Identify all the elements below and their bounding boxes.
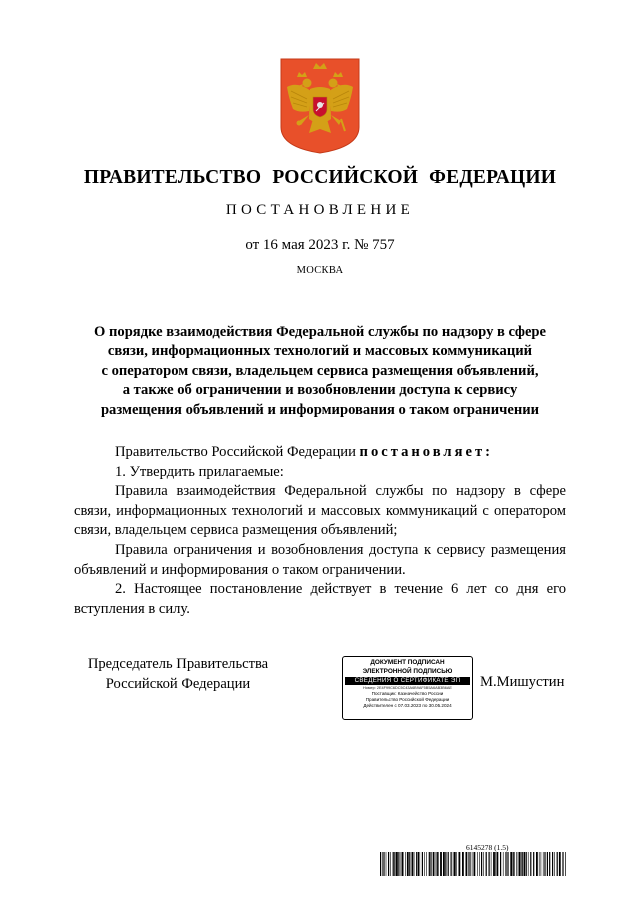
barcode-bar [468,852,469,876]
stamp-certificate-bar: СВЕДЕНИЯ О СЕРТИФИКАТЕ ЭП [345,677,470,685]
barcode-bar [420,852,421,876]
barcode-bar [477,852,478,876]
barcode-bar [448,852,449,876]
barcode-bar [500,852,501,876]
barcode-bar [396,852,398,876]
body-paragraph [74,443,566,463]
barcode-bar [402,852,404,876]
barcode-bar [409,852,410,876]
barcode-bar [380,852,381,876]
body-paragraph: 2. Настоящее постановление действует в течение 6 лет со дня его вступления в силу. [74,581,566,617]
barcode-bar [405,852,406,876]
barcode-bar [426,852,427,876]
body-paragraph: Правила взаимодействия Федеральной службы по надзору в сфере связи, информационных технологий и массовых коммуникаций с оператором связи, владельцем сервиса размещения объявлений; [74,483,566,539]
barcode-bar [382,852,383,876]
barcode-bar [559,852,561,876]
barcode-bar [466,852,468,876]
barcode-bar [462,852,464,876]
barcode-bar [483,852,484,876]
barcode-bar [547,852,548,876]
body-paragraph: Правила ограничения и возобновления доступа к сервису размещения объявлений и информирования о таком ограничении. [74,541,566,578]
barcode-bar [472,852,473,876]
barcode-bar [536,852,538,876]
document-city: МОСКВА [296,265,344,276]
barcode-bar [422,852,423,876]
barcode-bar [521,852,522,876]
barcode-bar [491,852,492,876]
barcode-bar [562,852,563,876]
barcode-number: 6145278 (1.5) [466,843,509,852]
heading-line: а также об ограничении и возобновлении доступа к сервису [122,382,518,399]
barcode-bar [443,852,445,876]
barcode-bar [383,852,384,876]
barcode-bar [445,852,446,876]
heading-line: с оператором связи, владельцем сервиса размещения объявлений, [101,362,539,379]
signer-position-line: Председатель Правительства [87,656,269,672]
signer-position-line: Российской Федерации [105,675,251,692]
barcode-bar [412,852,414,876]
barcode-bar [489,852,490,876]
barcode-bar [513,852,514,876]
barcode-bar [557,852,558,876]
barcode-bar [530,852,531,876]
stamp-supplier: Поставщик: Казначейство России [371,690,444,696]
barcode-bar [481,852,482,876]
barcode-bar [438,852,439,876]
barcode-bar [514,852,515,876]
barcode-bar [388,852,389,876]
barcode-bar [549,852,550,876]
barcode-bar [394,852,395,876]
barcode-bar [390,852,391,876]
barcode-bar [459,852,461,876]
barcode-bar [505,852,506,876]
barcode-bar [398,852,399,876]
barcode-bar [418,852,419,876]
barcode-bar [424,852,425,876]
barcode-bar [510,852,512,876]
barcode-bar [453,852,454,876]
barcode-bar [430,852,431,876]
barcode-bar [493,852,495,876]
barcode-bar [552,852,553,876]
barcode-bar [416,852,417,876]
barcode-bar [533,852,534,876]
barcode-bar [545,852,546,876]
barcode-bar [522,852,523,876]
barcode-bar [506,852,507,876]
stamp-certificate-number: Номер: 2E4F99C6DC5C43A6B9AF5B5A6AB3B6AE [363,685,452,690]
barcode-bar [429,852,430,876]
barcode-bar [401,852,402,876]
barcode-bar [451,852,452,876]
barcode-bar [456,852,457,876]
government-title: ПРАВИТЕЛЬСТВО РОССИЙСКОЙ ФЕДЕРАЦИИ [83,167,557,188]
barcode-bar [474,852,476,876]
heading-line: размещения объявлений и информирования о таком ограничении [100,401,540,418]
barcode-bar [437,852,438,876]
signer-name: М.Мишустин [480,674,565,690]
barcode-bar [565,852,566,876]
barcode-bar [544,852,545,876]
barcode-bar [541,852,542,876]
barcode-bar [539,852,540,876]
barcode [380,852,566,876]
barcode-bar [479,852,480,876]
barcode-bar [524,852,525,876]
barcode-bar [507,852,508,876]
barcode-bar [407,852,409,876]
document-body [74,443,566,619]
stamp-title-line: ДОКУМЕНТ ПОДПИСАН [370,659,445,666]
electronic-signature-stamp [342,656,473,720]
barcode-bar [436,852,437,876]
barcode-bar [554,852,555,876]
barcode-bar [454,852,456,876]
barcode-bar [518,852,519,876]
heading-line: связи, информационных технологий и массовых коммуникаций [107,343,533,360]
barcode-bar [433,852,435,876]
barcode-bar [543,852,544,876]
decree-lead: Правительство Российской Федерации [115,444,360,460]
document-type: ПОСТАНОВЛЕНИЕ [225,202,415,218]
document-heading [74,323,566,420]
barcode-bar [386,852,387,876]
barcode-bar [495,852,496,876]
barcode-bar [497,852,499,876]
barcode-bar [486,852,487,876]
signer-position [78,655,278,694]
barcode-bar [503,852,504,876]
decree-verb: постановляет: [359,444,493,460]
document-date-number: от 16 мая 2023 г. № 757 [245,237,395,253]
barcode-bar [528,852,529,876]
barcode-bar [519,852,521,876]
body-paragraph: 1. Утвердить прилагаемые: [115,463,284,480]
stamp-validity: Действителен с 07.03.2023 по 30.05.2024 [363,703,452,709]
heading-line: О порядке взаимодействия Федеральной службы по надзору в сфере [93,324,547,340]
barcode-bar [526,852,527,876]
barcode-bar [414,852,415,876]
russian-coat-of-arms-emblem [279,57,361,155]
barcode-bar [393,852,394,876]
stamp-title-line: ЭЛЕКТРОННОЙ ПОДПИСЬЮ [362,668,453,676]
barcode-bar [440,852,442,876]
barcode-bar [470,852,471,876]
barcode-bar [516,852,517,876]
stamp-supplier: Правительство Российской Федерации [365,697,450,702]
